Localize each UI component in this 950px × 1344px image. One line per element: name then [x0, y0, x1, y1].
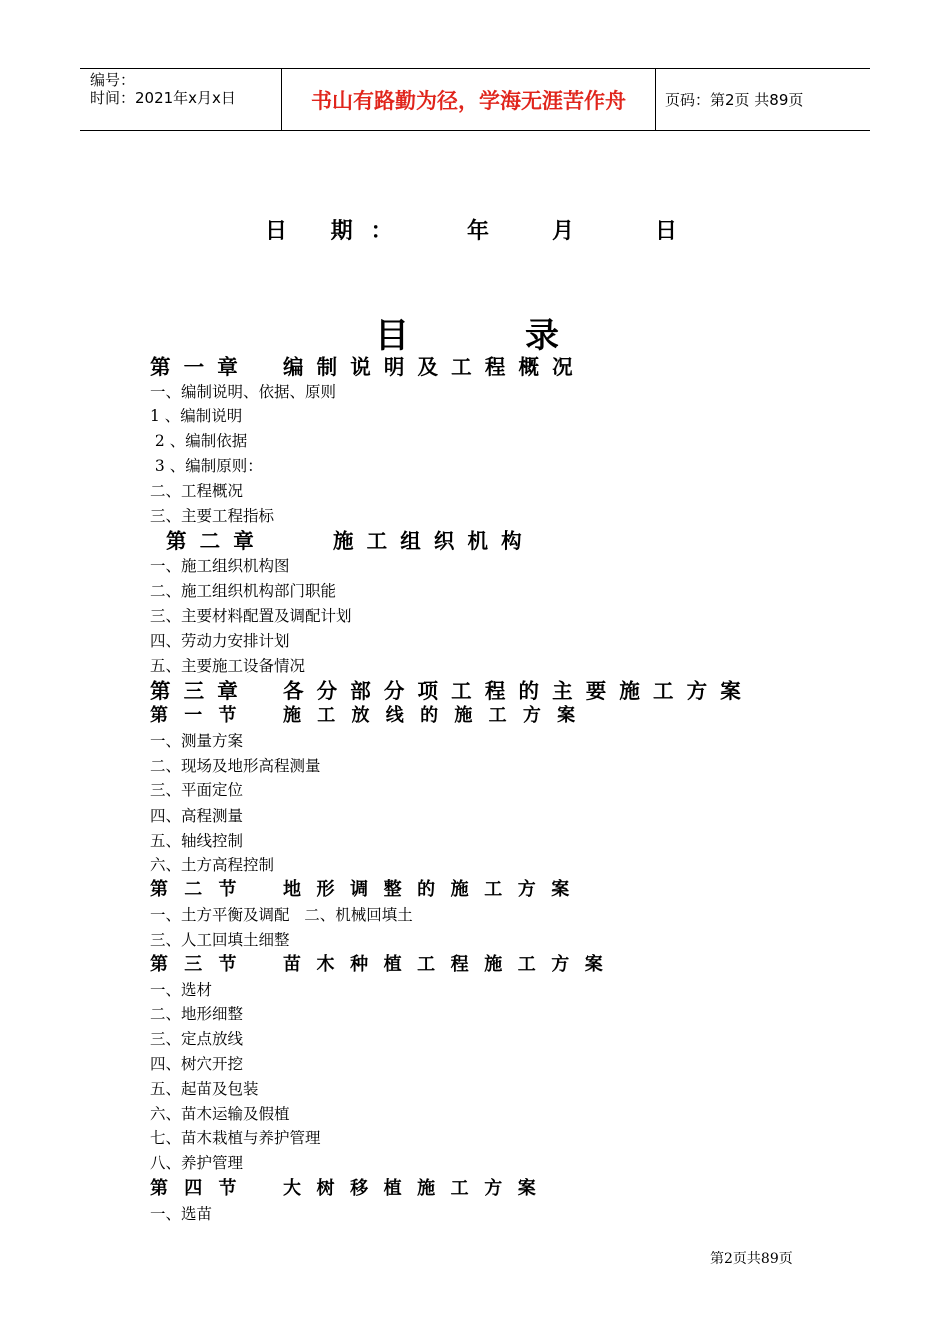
toc-item: 三、主要材料配置及调配计划: [150, 607, 352, 625]
date-month: 月: [552, 218, 575, 244]
chapter-2-name: 施 工 组 织 机 构: [333, 529, 525, 553]
time-label: 时间：2021年x月x日: [90, 89, 236, 107]
date-day: 日: [655, 218, 678, 244]
date-label: 日 期：: [265, 218, 411, 244]
toc-item: 二、地形细整: [150, 1005, 244, 1023]
toc-item: 三、定点放线: [150, 1030, 244, 1048]
number-label: 编号：: [90, 71, 136, 89]
toc-item: 一、测量方案: [150, 732, 244, 750]
toc-item: 二、工程概况: [150, 482, 244, 500]
chapter-1-title: 第 一 章: [150, 355, 241, 379]
section-4-title: 第 四 节: [150, 1178, 242, 1199]
chapter-3-name: 各 分 部 分 项 工 程 的 主 要 施 工 方 案: [283, 679, 744, 703]
chapter-3-title: 第 三 章: [150, 679, 241, 703]
toc-item: 五、起苗及包装: [150, 1080, 259, 1098]
chapter-1-name: 编 制 说 明 及 工 程 概 况: [283, 355, 576, 379]
toc-item: 2 、编制依据: [150, 432, 248, 450]
toc-item: 一、编制说明、依据、原则: [150, 383, 337, 401]
toc-item: 一、施工组织机构图: [150, 557, 290, 575]
toc-item: 四、树穴开挖: [150, 1055, 244, 1073]
header-page-info: 页码：第2页 共89页: [665, 91, 804, 109]
toc-item: 一、选苗: [150, 1205, 213, 1223]
section-4-name: 大 树 移 植 施 工 方 案: [283, 1178, 537, 1199]
toc-item: 1 、编制说明: [150, 407, 243, 425]
toc-title-char-2: 录: [525, 316, 559, 356]
header-meta-cell: [80, 69, 280, 130]
header-motto: 书山有路勤为径，学海无涯苦作舟: [311, 88, 626, 113]
header-motto-cell: [281, 69, 656, 130]
toc-item: 一、选材: [150, 981, 213, 999]
page-footer: 第2页共89页: [710, 1251, 793, 1267]
section-2-name: 地 形 调 整 的 施 工 方 案: [283, 879, 571, 900]
toc-item: 六、苗木运输及假植: [150, 1105, 290, 1123]
toc-item: 三、平面定位: [150, 781, 244, 799]
toc-item: 三、人工回填土细整: [150, 931, 290, 949]
toc-item: 二、施工组织机构部门职能: [150, 582, 337, 600]
toc-item: 四、劳动力安排计划: [150, 632, 290, 650]
toc-item: 六、土方高程控制: [150, 856, 275, 874]
section-3-name: 苗 木 种 植 工 程 施 工 方 案: [283, 954, 604, 975]
toc-item: 3 、编制原则：: [150, 457, 263, 475]
date-year: 年: [467, 218, 490, 244]
toc-item: 五、主要施工设备情况: [150, 657, 306, 675]
section-2-title: 第 二 节: [150, 879, 242, 900]
toc-item: 八、养护管理: [150, 1154, 244, 1172]
header-page-cell: [655, 69, 870, 130]
toc-item: 三、主要工程指标: [150, 507, 275, 525]
section-1-title: 第 一 节: [150, 705, 242, 726]
toc-item: 五、轴线控制: [150, 832, 244, 850]
document-header: [80, 68, 870, 131]
toc-item: 一、土方平衡及调配 二、机械回填土: [150, 906, 413, 924]
date-line: [0, 214, 950, 248]
toc-title-char-1: 目: [375, 316, 409, 356]
section-1-name: 施 工 放 线 的 施 工 方 案: [283, 705, 581, 726]
toc-item: 二、现场及地形高程测量: [150, 757, 321, 775]
toc-item: 七、苗木栽植与养护管理: [150, 1129, 321, 1147]
section-3-title: 第 三 节: [150, 954, 242, 975]
chapter-2-title: 第 二 章: [166, 529, 257, 553]
toc-item: 四、高程测量: [150, 807, 244, 825]
